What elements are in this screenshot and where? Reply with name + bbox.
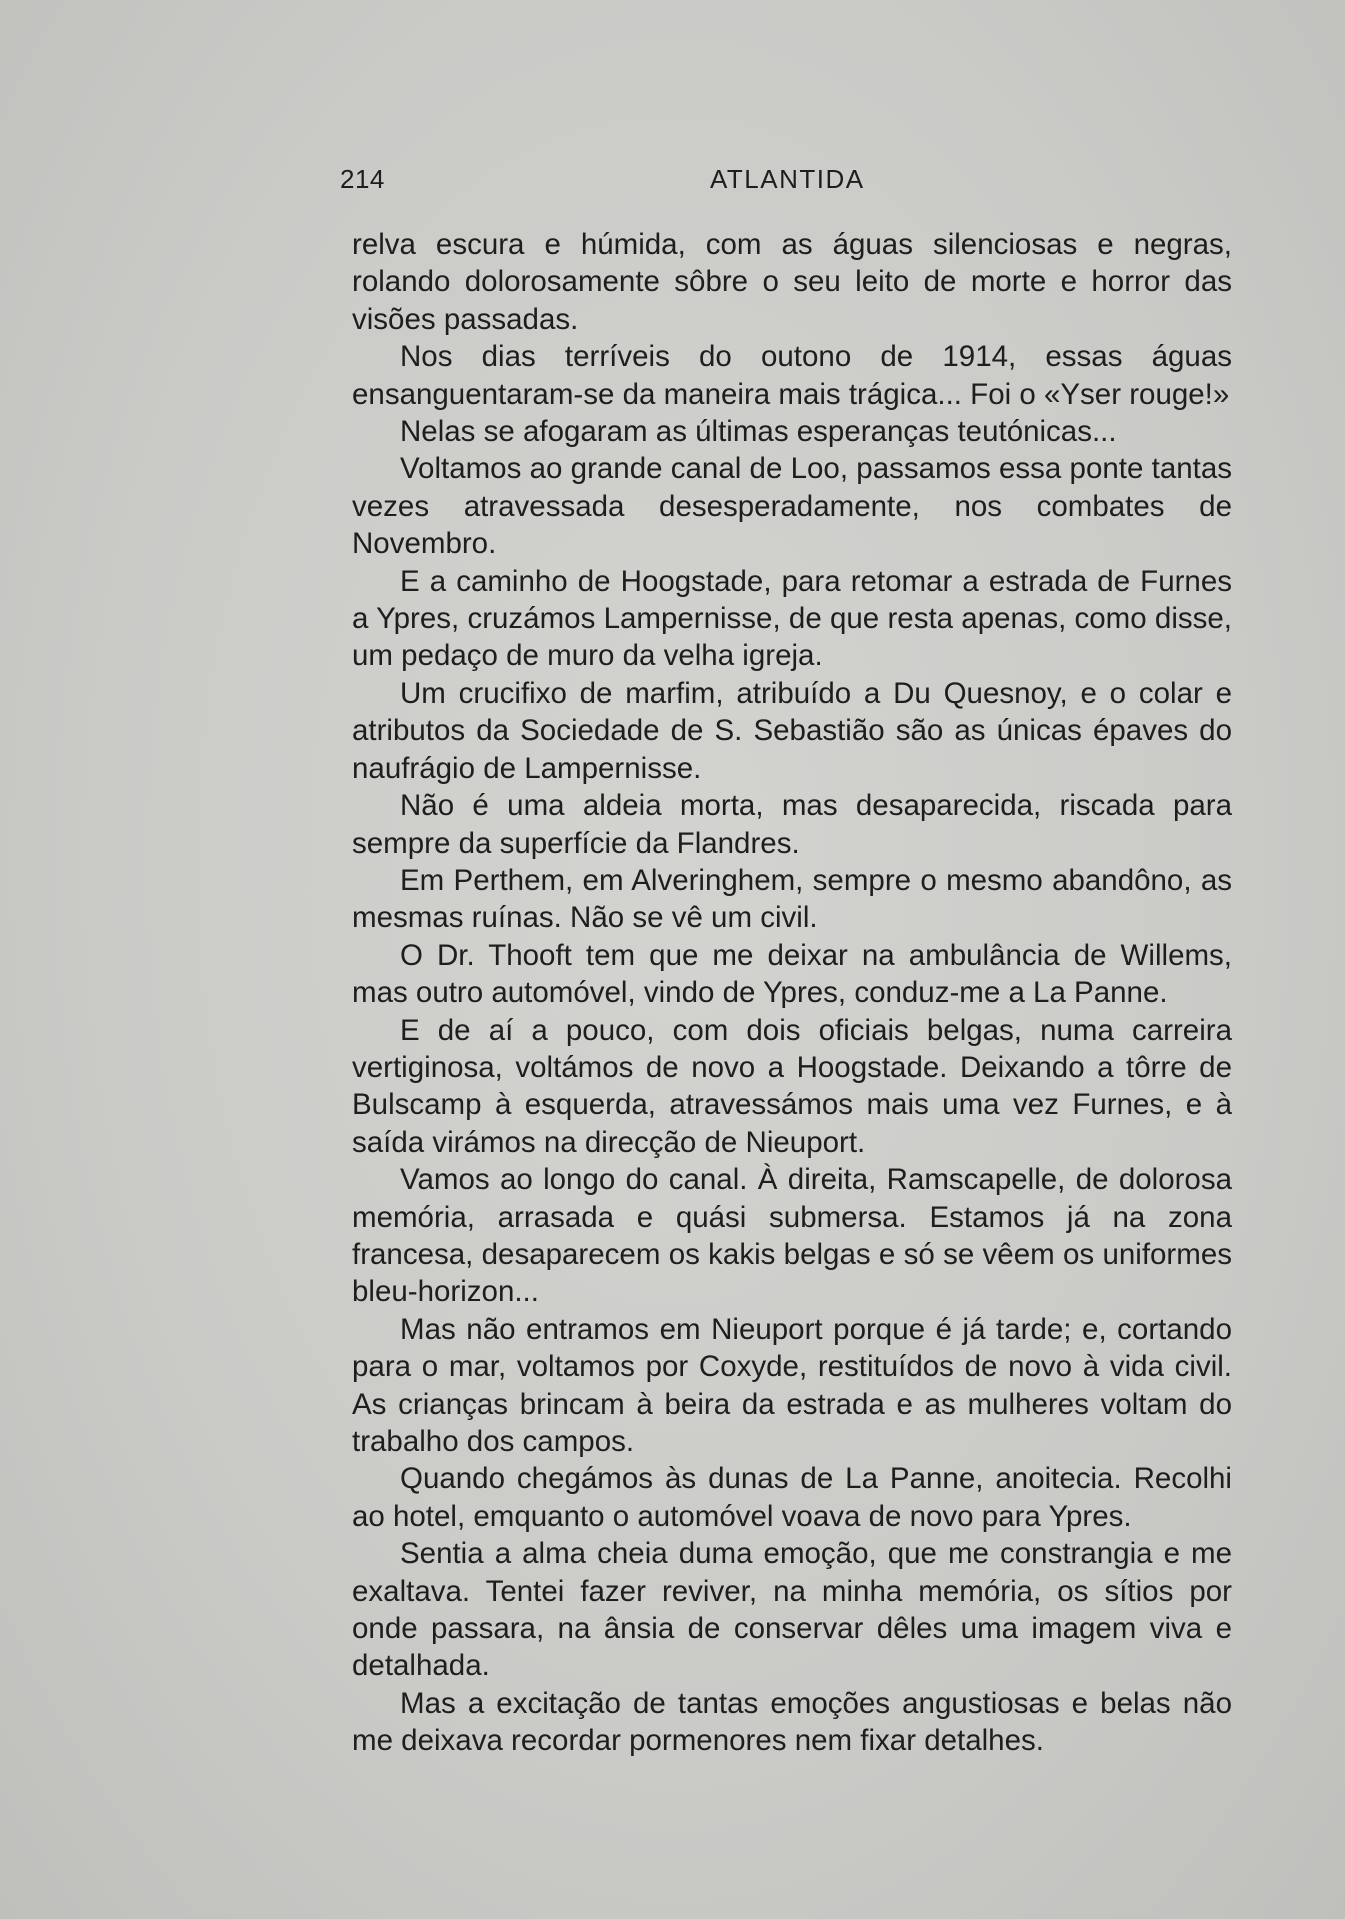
paragraph: Em Perthem, em Alveringhem, sempre o mesmo abandôno, as mesmas ruínas. Não se vê um civil. <box>352 863 1232 935</box>
paragraph: Mas a excitação de tantas emoções angustiosas e belas não me deixava recordar pormenores nem fixar detalhes. <box>352 1686 1232 1758</box>
paragraph: Nelas se afogaram as últimas esperanças teutónicas... <box>400 415 1117 449</box>
paragraph: Não é uma aldeia morta, mas desaparecida, riscada para sempre da superfície da Flandres. <box>352 789 1232 860</box>
page-number: 214 <box>340 164 385 194</box>
body-text <box>352 226 1232 1760</box>
paragraph: Quando chegámos às dunas de La Panne, anoitecia. Recolhi ao hotel, emquanto o automóvel voava de novo para Ypres. <box>352 1462 1232 1533</box>
paragraph: O Dr. Thooft tem que me deixar na ambulância de Willems, mas outro automóvel, vindo de Ypres, conduz-me a La Panne. <box>352 938 1232 1010</box>
running-title: ATLANTIDA <box>710 164 865 194</box>
page-header <box>340 160 1215 200</box>
paragraph: Um crucifixo de marfim, atribuído a Du Quesnoy, e o colar e atributos da Sociedade de S. Sebastião são as únicas épaves do naufrágio de Lampernisse. <box>352 676 1232 785</box>
paragraph: Vamos ao longo do canal. À direita, Ramscapelle, de dolorosa memória, arrasada e quási submersa. Estamos já na zona francesa, desaparecem os kakis belgas e só se vêem os uniformes bleu-horizon... <box>352 1163 1232 1309</box>
paragraph: relva escura e húmida, com as águas silenciosas e negras, rolando dolorosamente sôbre o seu leito de morte e horror das visões passadas. <box>352 228 1232 336</box>
paragraph: Sentia a alma cheia duma emoção, que me constrangia e me exaltava. Tentei fazer reviver, na minha memória, os sítios por onde passara, na ânsia de conservar dêles uma imagem viva e detalhada. <box>352 1537 1232 1683</box>
paragraph: Mas não entramos em Nieuport porque é já tarde; e, cortando para o mar, voltamos por Coxyde, restituídos de novo à vida civil. As crianças brincam à beira da estrada e as mulheres voltam do trabalho dos campos. <box>352 1312 1232 1458</box>
paragraph: Nos dias terríveis do outono de 1914, essas águas ensanguentaram-se da maneira mais trágica... Foi o «Yser rouge!» <box>352 340 1232 411</box>
paragraph: E de aí a pouco, com dois oficiais belgas, numa carreira vertiginosa, voltámos de novo a Hoogstade. Deixando a tôrre de Bulscamp à esquerda, atravessámos mais uma vez Furnes, e à saída virámos na direcção de Nieuport. <box>352 1013 1232 1159</box>
paragraph: Voltamos ao grande canal de Loo, passamos essa ponte tantas vezes atravessada desesperadamente, nos combates de Novembro. <box>352 452 1232 561</box>
paragraph: E a caminho de Hoogstade, para retomar a estrada de Furnes a Ypres, cruzámos Lampernisse, de que resta apenas, como disse, um pedaço de muro da velha igreja. <box>352 564 1232 673</box>
